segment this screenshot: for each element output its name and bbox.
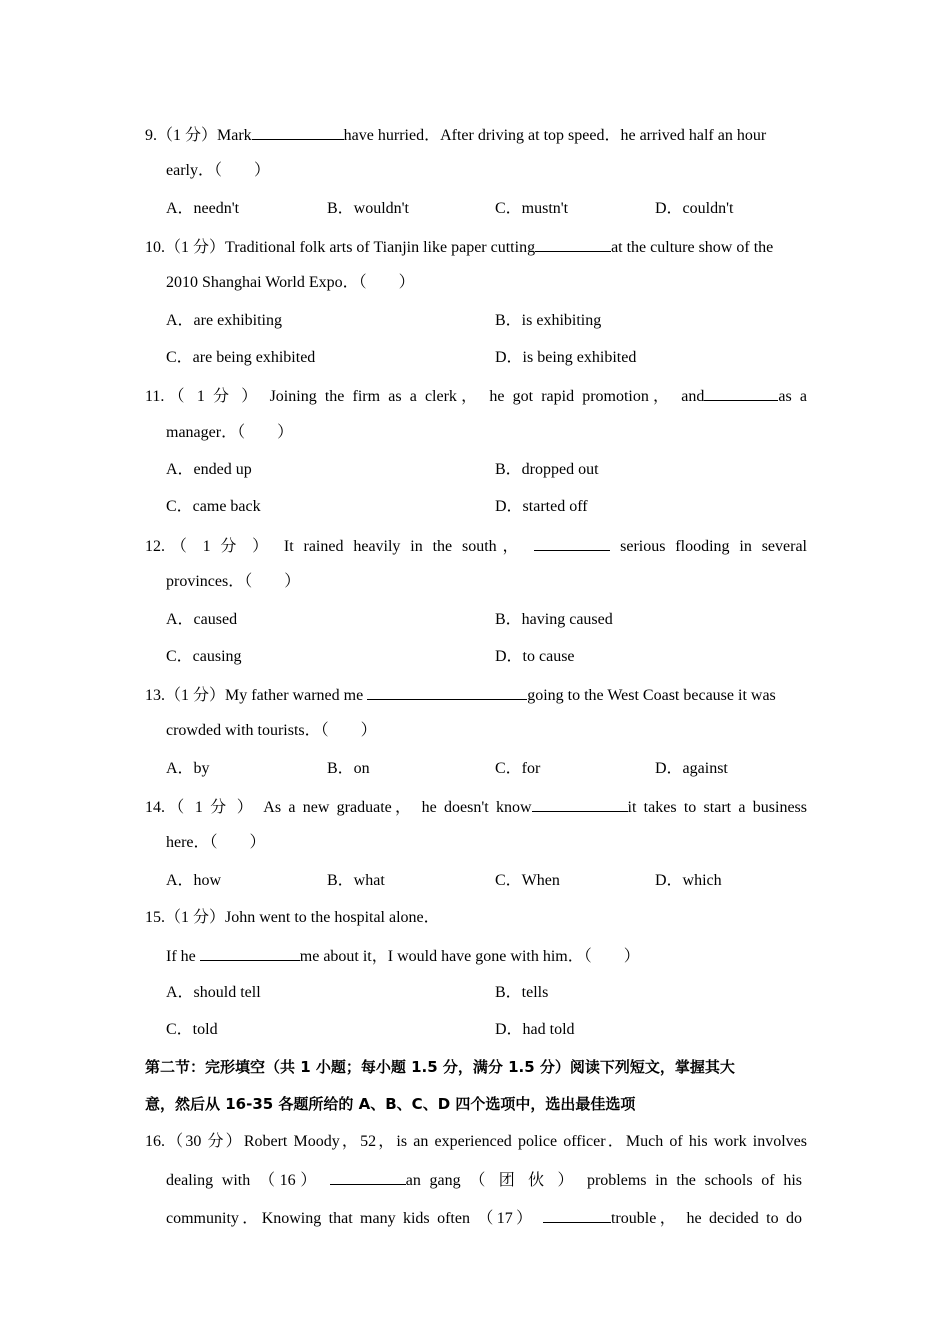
question-16-line1: 16.（30 分）Robert Moody，52，is an experienced police officer．Much of his work involves (145, 1133, 807, 1150)
option-b[interactable]: B．is exhibiting (495, 312, 602, 329)
option-c[interactable]: C．When (495, 872, 560, 889)
option-c[interactable]: C．came back (166, 498, 261, 515)
section-2-heading-line2: 意，然后从 16-35 各题所给的 A、B、C、D 四个选项中，选出最佳选项 (145, 1095, 636, 1113)
option-b[interactable]: B．having caused (495, 611, 613, 628)
option-c[interactable]: C．are being exhibited (166, 349, 316, 366)
answer-blank[interactable] (367, 683, 527, 700)
question-16-line3: community．Knowing that many kids often （17） trouble， he decided to do (166, 1206, 802, 1230)
question-11-line1: 11.（ 1 分 ） Joining the firm as a clerk， he got rapid promotion， and as a (145, 384, 807, 408)
option-d[interactable]: D．couldn't (655, 200, 734, 217)
section-2-heading-line1: 第二节：完形填空（共 1 小题；每小题 1.5 分，满分 1.5 分）阅读下列短文，掌握其大 (145, 1058, 735, 1076)
option-d[interactable]: D．to cause (495, 648, 575, 665)
question-10-line1: 10.（1 分）Traditional folk arts of Tianjin like paper cutting at the culture show of the (145, 235, 773, 259)
option-d[interactable]: D．which (655, 872, 722, 889)
option-d[interactable]: D．started off (495, 498, 588, 515)
question-9-line2: early．（ ） (166, 162, 270, 179)
option-d[interactable]: D．against (655, 760, 728, 777)
question-9-line1: 9.（1 分）Mark have hurried．After driving at top speed．he arrived half an hour (145, 123, 766, 147)
option-c[interactable]: C．causing (166, 648, 242, 665)
question-15-line1: 15.（1 分）John went to the hospital alone． (145, 909, 440, 926)
question-12-line1: 12.（ 1 分 ） It rained heavily in the south， serious flooding in several (145, 534, 807, 558)
question-15-line2: If he me about it，I would have gone with him．（ ） (166, 944, 640, 968)
option-b[interactable]: B．what (327, 872, 385, 889)
question-11-line2: manager．（ ） (166, 424, 294, 441)
option-d[interactable]: D．had told (495, 1021, 575, 1038)
option-c[interactable]: C．mustn't (495, 200, 569, 217)
answer-blank[interactable] (330, 1168, 406, 1185)
option-a[interactable]: A．needn't (166, 200, 240, 217)
option-a[interactable]: A．caused (166, 611, 238, 628)
option-b[interactable]: B．tells (495, 984, 549, 1001)
option-a[interactable]: A．by (166, 760, 210, 777)
answer-blank[interactable] (535, 235, 611, 252)
question-13-line2: crowded with tourists．（ ） (166, 722, 377, 739)
answer-blank[interactable] (543, 1206, 611, 1223)
answer-blank[interactable] (532, 795, 628, 812)
option-a[interactable]: A．ended up (166, 461, 252, 478)
answer-blank[interactable] (200, 944, 300, 961)
answer-blank[interactable] (252, 123, 344, 140)
answer-blank[interactable] (704, 384, 778, 401)
question-12-line2: provinces．（ ） (166, 573, 301, 590)
option-a[interactable]: A．should tell (166, 984, 261, 1001)
option-b[interactable]: B．dropped out (495, 461, 599, 478)
option-c[interactable]: C．for (495, 760, 541, 777)
option-d[interactable]: D．is being exhibited (495, 349, 637, 366)
option-b[interactable]: B．on (327, 760, 370, 777)
option-a[interactable]: A．are exhibiting (166, 312, 282, 329)
question-14-line1: 14.（ 1 分 ） As a new graduate， he doesn't know it takes to start a business (145, 795, 807, 819)
option-a[interactable]: A．how (166, 872, 222, 889)
option-c[interactable]: C．told (166, 1021, 218, 1038)
question-13-line1: 13.（1 分）My father warned me going to the West Coast because it was (145, 683, 776, 707)
question-14-line2: here．（ ） (166, 834, 266, 851)
option-b[interactable]: B．wouldn't (327, 200, 410, 217)
question-16-line2: dealing with （16） an gang （ 团 伙 ） problems in the schools of his (166, 1168, 802, 1192)
question-10-line2: 2010 Shanghai World Expo．（ ） (166, 274, 415, 291)
answer-blank[interactable] (534, 534, 610, 551)
